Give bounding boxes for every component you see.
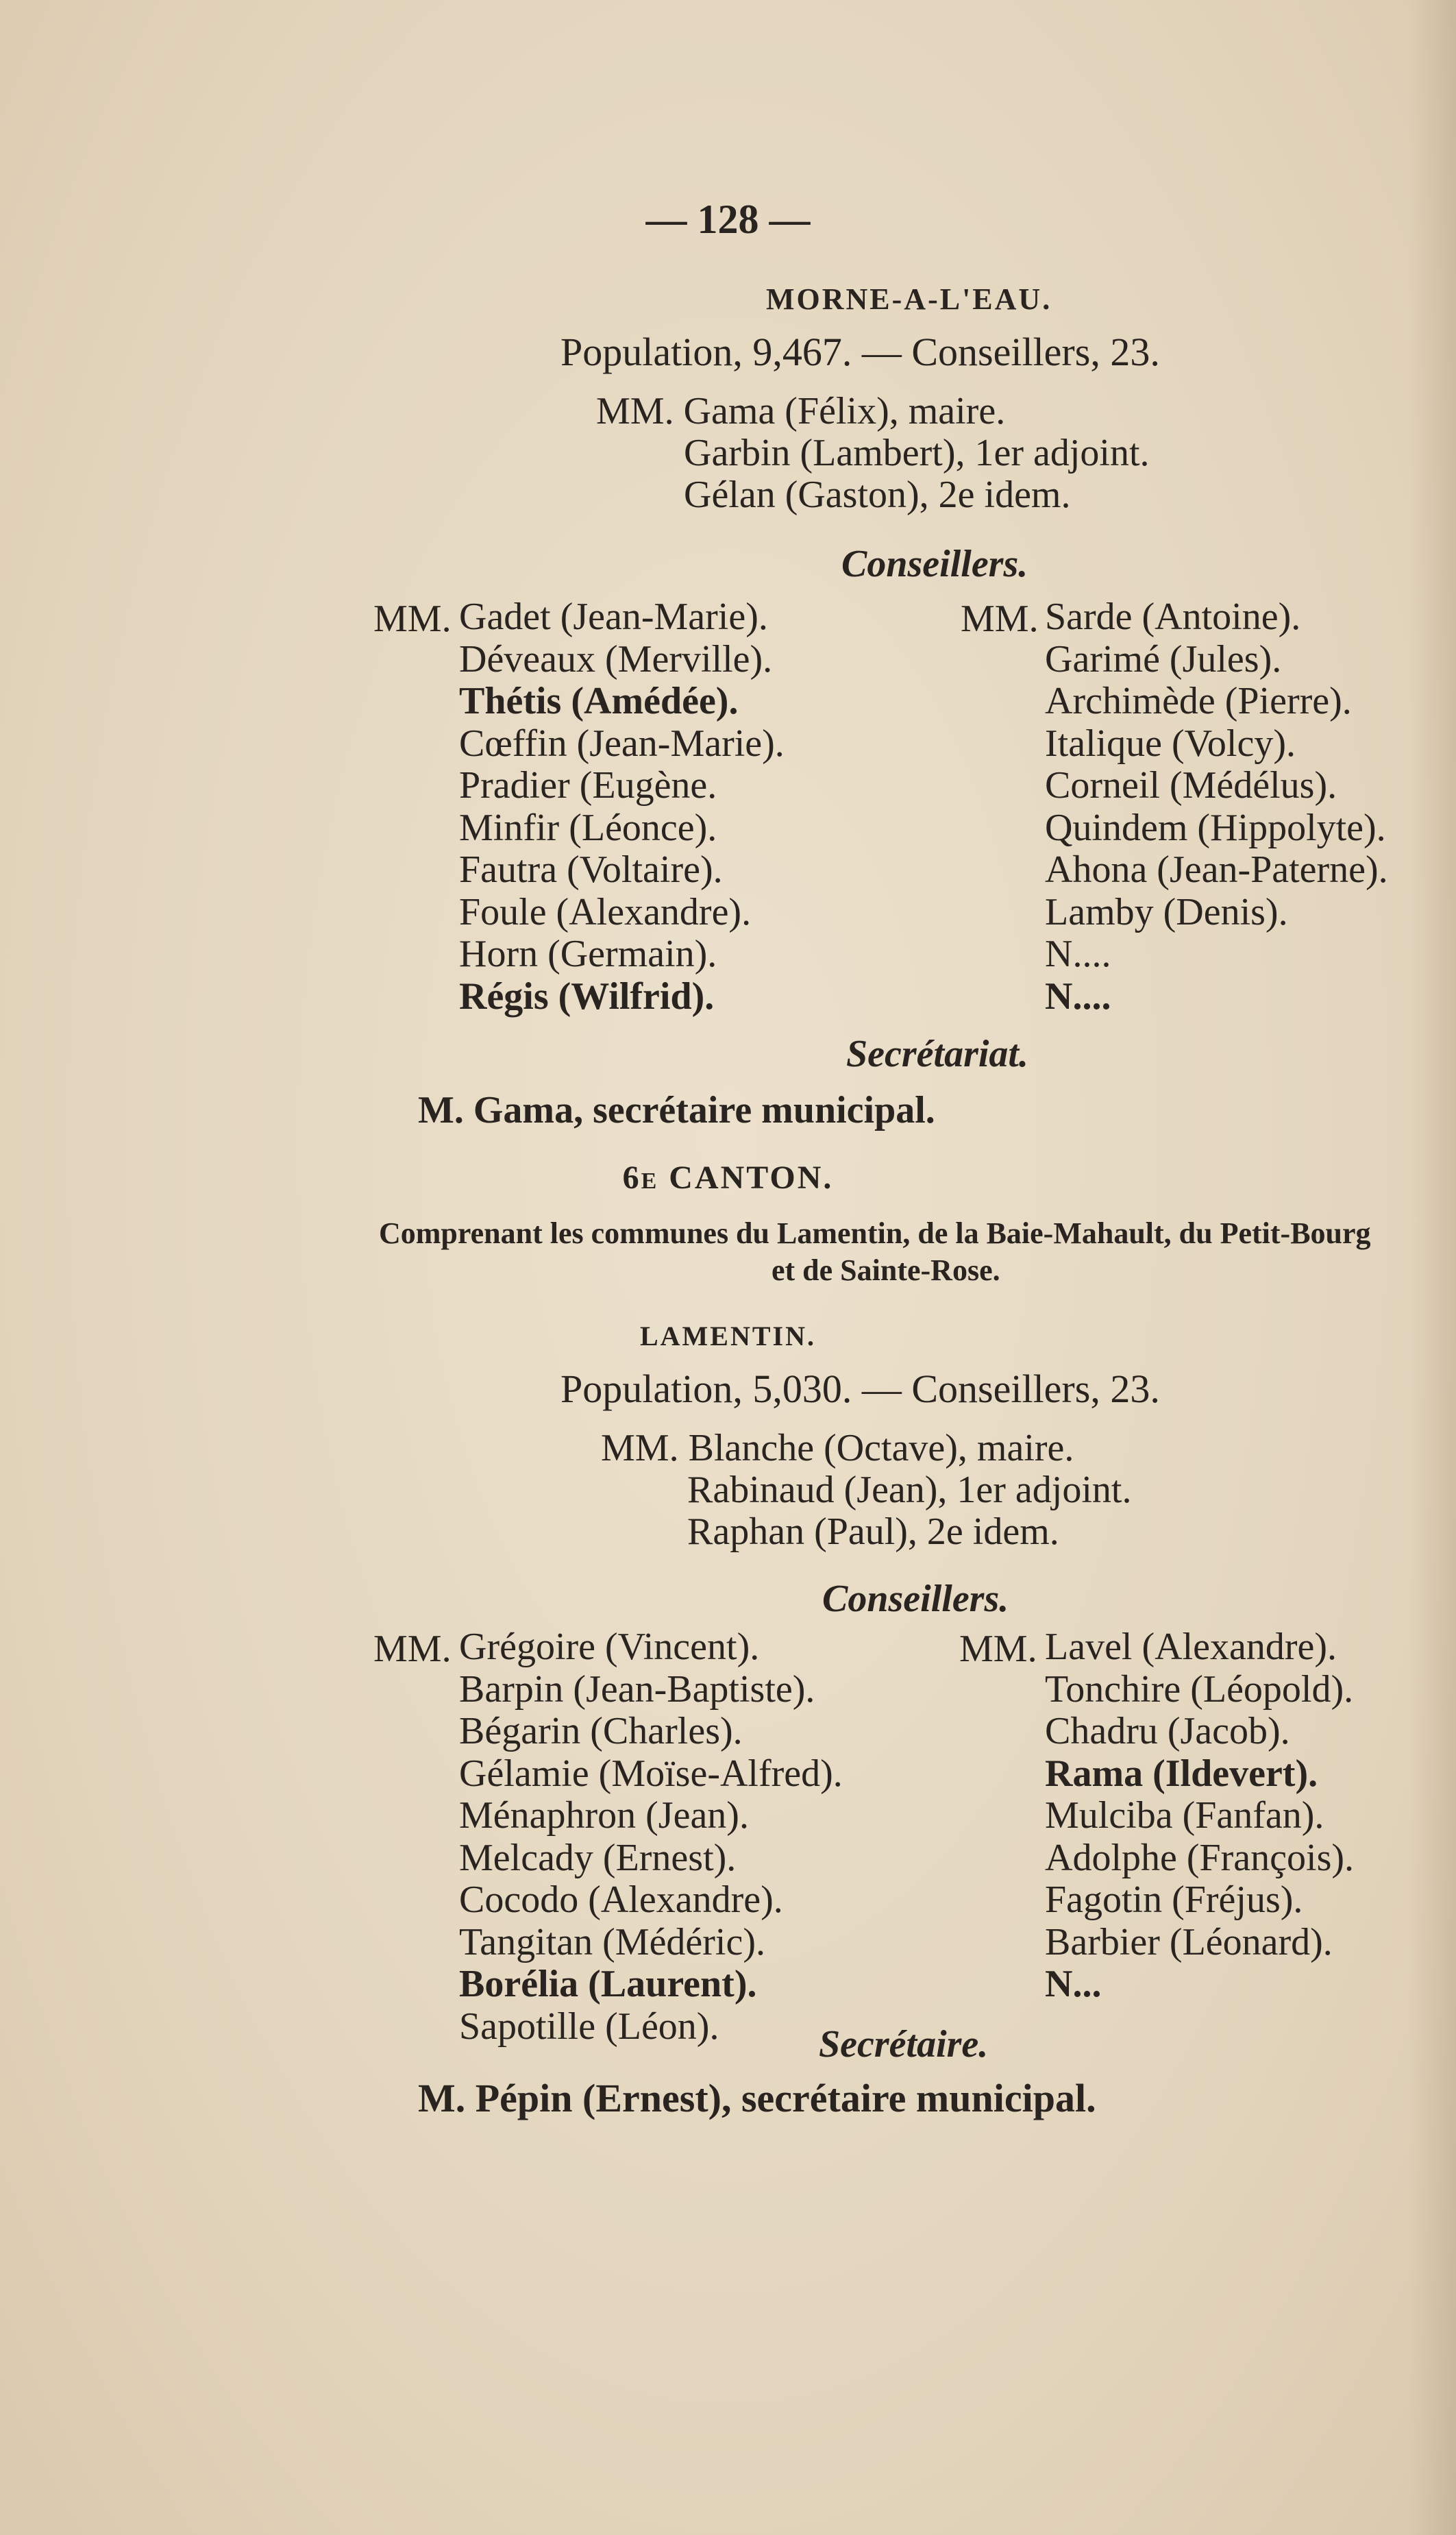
secretary-heading: Secrétaire. xyxy=(819,2023,989,2066)
councillor-name: Archimède (Pierre). xyxy=(1045,680,1352,722)
mm-label-right: MM. xyxy=(961,598,1039,640)
official-second-adjoint: Raphan (Paul), 2e idem. xyxy=(687,1510,1059,1553)
councillors-left-column xyxy=(459,1626,843,2048)
councillor-name: Bégarin (Charles). xyxy=(459,1710,743,1752)
councillors-heading: Conseillers. xyxy=(841,543,1028,585)
councillor-name: Ménaphron (Jean). xyxy=(459,1794,749,1837)
councillor-name: Tangitan (Médéric). xyxy=(459,1920,765,1963)
secretary-line: M. Pépin (Ernest), secrétaire municipal. xyxy=(418,2076,1096,2120)
councillor-name: Barpin (Jean-Baptiste). xyxy=(459,1667,815,1711)
councillor-name: Corneil (Médélus). xyxy=(1045,764,1337,807)
councillor-name: Fautra (Voltaire). xyxy=(459,848,723,891)
canton-heading: 6e CANTON. xyxy=(622,1160,834,1196)
official-second-adjoint: Gélan (Gaston), 2e idem. xyxy=(684,474,1071,516)
councillor-name: Pradier (Eugène. xyxy=(459,764,717,807)
councillor-name: Cœffin (Jean-Marie). xyxy=(459,722,785,765)
page-edge-shadow xyxy=(1408,0,1456,2535)
councillor-name: Cocodo (Alexandre). xyxy=(459,1878,783,1921)
councillor-name: Sapotille (Léon). xyxy=(459,2005,719,2048)
official-mayor: MM. Gama (Félix), maire. xyxy=(596,390,1006,432)
councillor-name: Sarde (Antoine). xyxy=(1045,596,1301,638)
councillor-name: Italique (Volcy). xyxy=(1045,722,1296,765)
councillor-name: Foule (Alexandre). xyxy=(459,890,752,933)
councillor-name: Minfir (Léonce). xyxy=(459,806,717,849)
councillor-name: N.... xyxy=(1045,975,1111,1018)
councillor-name: Rama (Ildevert). xyxy=(1045,1752,1318,1795)
councillor-name: Lavel (Alexandre). xyxy=(1045,1626,1337,1668)
councillor-name: Grégoire (Vincent). xyxy=(459,1626,760,1668)
commune-heading-morne-a-leau: MORNE-A-L'EAU. xyxy=(766,282,1052,316)
canton-description-line1: Comprenant les communes du Lamentin, de la Baie-Mahault, du Petit-Bourg xyxy=(379,1216,1371,1250)
councillor-name: Régis (Wilfrid). xyxy=(459,975,715,1018)
councillors-heading: Conseillers. xyxy=(822,1578,1009,1620)
councillor-name: Déveaux (Merville). xyxy=(459,637,773,681)
councillors-right-column xyxy=(1045,596,1388,1018)
councillor-name: Lamby (Denis). xyxy=(1045,890,1288,933)
councillor-name: Borélia (Laurent). xyxy=(459,1963,757,2005)
councillor-name: N... xyxy=(1045,1963,1102,2005)
councillor-name: Quindem (Hippolyte). xyxy=(1045,806,1386,849)
page-number: — 128 — xyxy=(645,197,811,242)
secretary-line: M. Gama, secrétaire municipal. xyxy=(418,1089,935,1131)
official-first-adjoint: Rabinaud (Jean), 1er adjoint. xyxy=(687,1469,1132,1511)
commune-heading-lamentin: LAMENTIN. xyxy=(639,1321,817,1351)
councillor-name: Chadru (Jacob). xyxy=(1045,1710,1290,1752)
official-first-adjoint: Garbin (Lambert), 1er adjoint. xyxy=(684,432,1150,474)
mm-label-left: MM. xyxy=(373,598,452,640)
councillor-name: Mulciba (Fanfan). xyxy=(1045,1794,1324,1837)
councillor-name: Gélamie (Moïse-Alfred). xyxy=(459,1752,843,1795)
population-line-morne-a-leau: Population, 9,467. — Conseillers, 23. xyxy=(560,330,1160,374)
official-mayor: MM. Blanche (Octave), maire. xyxy=(601,1427,1074,1469)
population-line-lamentin: Population, 5,030. — Conseillers, 23. xyxy=(560,1367,1160,1411)
councillor-name: Ahona (Jean-Paterne). xyxy=(1045,848,1388,891)
councillors-right-column xyxy=(1045,1626,1354,2006)
canton-description-line2: et de Sainte-Rose. xyxy=(772,1253,1000,1287)
secretariat-heading: Secrétariat. xyxy=(846,1033,1028,1075)
councillor-name: Garimé (Jules). xyxy=(1045,637,1282,681)
councillor-name: Fagotin (Fréjus). xyxy=(1045,1878,1303,1921)
councillor-name: Adolphe (François). xyxy=(1045,1836,1355,1879)
councillor-name: Horn (Germain). xyxy=(459,933,717,975)
councillor-name: N.... xyxy=(1045,933,1111,975)
councillor-name: Thétis (Amédée). xyxy=(459,680,739,722)
councillor-name: Barbier (Léonard). xyxy=(1045,1920,1333,1963)
councillor-name: Gadet (Jean-Marie). xyxy=(459,596,768,638)
mm-label-right: MM. xyxy=(959,1628,1037,1670)
councillors-left-column xyxy=(459,596,785,1018)
councillor-name: Melcady (Ernest). xyxy=(459,1836,737,1879)
mm-label-left: MM. xyxy=(373,1628,452,1670)
councillor-name: Tonchire (Léopold). xyxy=(1045,1667,1354,1711)
